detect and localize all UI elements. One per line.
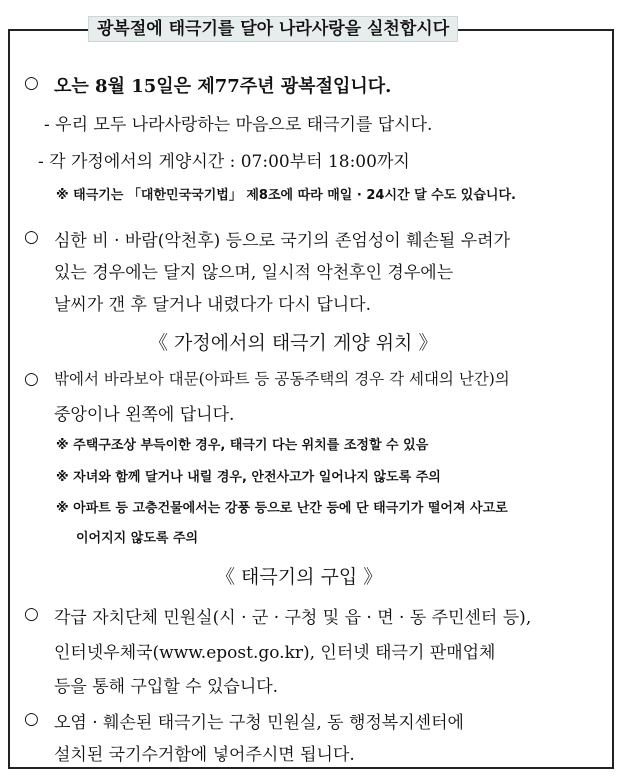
section3-note3-cont: 이어지지 않도록 주의 <box>76 531 199 546</box>
bullet-icon: ○ <box>24 73 39 93</box>
section3-note2: ※ 자녀와 함께 달거나 내릴 경우, 안전사고가 일어나지 않도록 주의 <box>56 470 441 485</box>
section2-line2: 있는 경우에는 달지 않으며, 일시적 악천후인 경우에는 <box>54 263 454 283</box>
section2-line3: 날씨가 갠 후 달거나 내렸다가 다시 답니다. <box>54 295 372 315</box>
section-heading-location: 《 가정에서의 태극기 게양 위치 》 <box>149 332 438 354</box>
section4-line1: 각급 자치단체 민원실(시 · 군 · 구청 및 읍 · 면 · 동 주민센터 등), <box>54 608 532 628</box>
section3-note1: ※ 주택구조상 부득이한 경우, 태극기 다는 위치를 조정할 수 있음 <box>56 438 429 453</box>
section3-line1: 밖에서 바라보아 대문(아파트 등 공동주택의 경우 각 세대의 난간)의 <box>54 370 510 388</box>
section1-dash2: - 각 가정에서의 게양시간 : 07:00부터 18:00까지 <box>38 152 410 172</box>
section-heading-purchase: 《 태극기의 구입 》 <box>216 566 383 588</box>
section1-dash1: - 우리 모두 나라사랑하는 마음으로 태극기를 답시다. <box>44 115 433 135</box>
bullet-icon: ○ <box>24 709 39 729</box>
section4-line2: 인터넷우체국(www.epost.go.kr), 인터넷 태극기 판매업체 <box>54 643 496 663</box>
section3-note3: ※ 아파트 등 고층건물에서는 강풍 등으로 난간 등에 단 태극기가 떨어져 사고로 <box>56 501 508 516</box>
bullet-icon: ○ <box>24 227 39 247</box>
bullet-icon: ○ <box>24 604 39 624</box>
section3-line2: 중앙이나 왼쪽에 답니다. <box>54 405 235 425</box>
section5-line1: 오염 · 훼손된 태극기는 구청 민원실, 동 행정복지센터에 <box>54 713 464 733</box>
section1-note: ※ 태극기는 「대한민국국기법」 제8조에 따라 매일 · 24시간 달 수도 있습니다. <box>56 188 516 203</box>
section4-line3: 등을 통해 구입할 수 있습니다. <box>54 677 279 697</box>
section1-headline: 오는 8월 15일은 제77주년 광복절입니다. <box>54 76 392 97</box>
section5-line2: 설치된 국기수거함에 넣어주시면 됩니다. <box>54 745 355 765</box>
notice-title: 광복절에 태극기를 달아 나라사랑을 실천합시다 <box>88 16 458 42</box>
bullet-icon: ○ <box>24 369 39 389</box>
section2-line1: 심한 비 · 바람(악천후) 등으로 국기의 존엄성이 훼손될 우려가 <box>54 231 511 251</box>
